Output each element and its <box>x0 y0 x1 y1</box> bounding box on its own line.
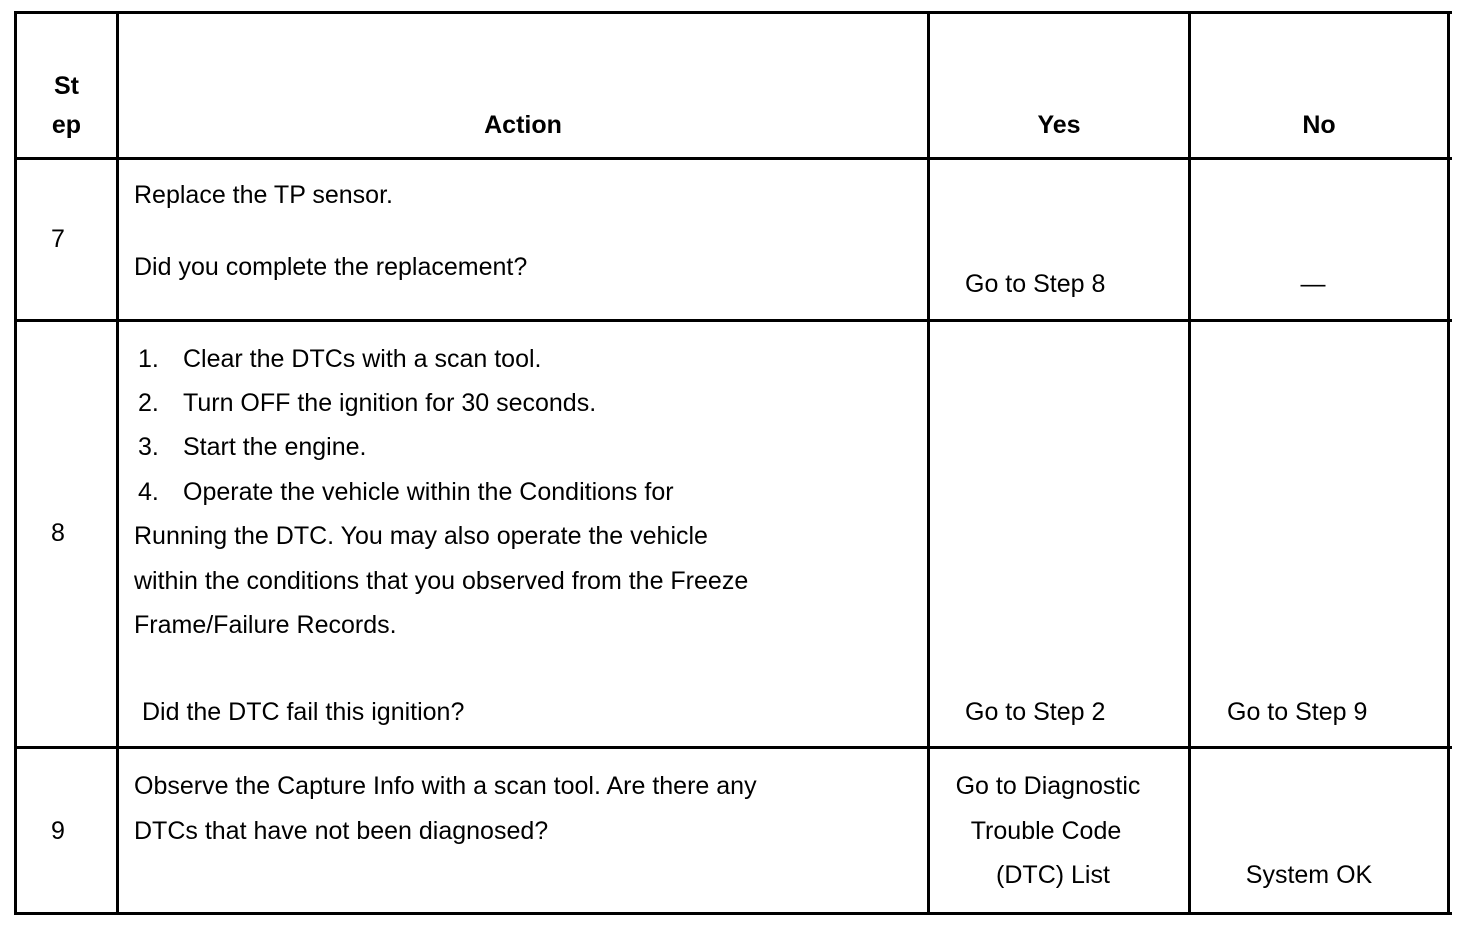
step-8-continuation-3: Frame/Failure Records. <box>134 611 397 639</box>
header-divider <box>14 157 1452 160</box>
step-8-yes: Go to Step 2 <box>965 698 1106 726</box>
col-divider-step-action <box>116 11 119 915</box>
step-9-action-line-1: Observe the Capture Info with a scan tool. Are there any <box>134 772 757 800</box>
table-border-bottom <box>14 912 1452 915</box>
step-7-number: 7 <box>51 225 65 253</box>
header-no: No <box>1302 111 1336 139</box>
step-8-list-text-4: Operate the vehicle within the Conditions for <box>183 478 674 506</box>
step-7-question: Did you complete the replacement? <box>134 253 528 281</box>
step-8-list-text-2: Turn OFF the ignition for 30 seconds. <box>183 389 597 417</box>
header-step-line1: St <box>54 72 79 100</box>
step-9-yes-line-2: Trouble Code <box>970 817 1122 845</box>
step-9-number: 9 <box>51 817 65 845</box>
col-divider-yes-no <box>1188 11 1191 915</box>
table-border-left <box>14 11 17 915</box>
step-7-action-text: Replace the TP sensor. <box>134 181 393 209</box>
step-8-number: 8 <box>51 519 65 547</box>
row-divider-7-8 <box>14 319 1452 322</box>
table-border-right <box>1447 11 1450 915</box>
row-divider-8-9 <box>14 746 1452 749</box>
step-8-list-num-3: 3. <box>138 433 159 461</box>
header-step-line2: ep <box>51 111 82 139</box>
header-yes: Yes <box>1037 111 1081 139</box>
step-8-question: Did the DTC fail this ignition? <box>142 698 465 726</box>
step-7-no: — <box>1300 270 1326 298</box>
step-9-yes-line-1: Go to Diagnostic <box>955 772 1141 800</box>
step-8-continuation-2: within the conditions that you observed from the Freeze <box>134 567 749 595</box>
step-8-list-text-1: Clear the DTCs with a scan tool. <box>183 345 542 373</box>
header-action: Action <box>484 111 562 139</box>
table-border-top <box>14 11 1452 14</box>
step-8-no: Go to Step 9 <box>1227 698 1368 726</box>
step-8-list-num-4: 4. <box>138 478 159 506</box>
step-8-list-text-3: Start the engine. <box>183 433 367 461</box>
step-8-continuation-1: Running the DTC. You may also operate the vehicle <box>134 522 708 550</box>
step-9-action-line-2: DTCs that have not been diagnosed? <box>134 817 549 845</box>
step-9-yes-line-3: (DTC) List <box>996 861 1110 889</box>
step-8-list-num-2: 2. <box>138 389 159 417</box>
step-7-yes: Go to Step 8 <box>965 270 1106 298</box>
step-8-list-num-1: 1. <box>138 345 159 373</box>
step-9-no: System OK <box>1245 861 1373 889</box>
